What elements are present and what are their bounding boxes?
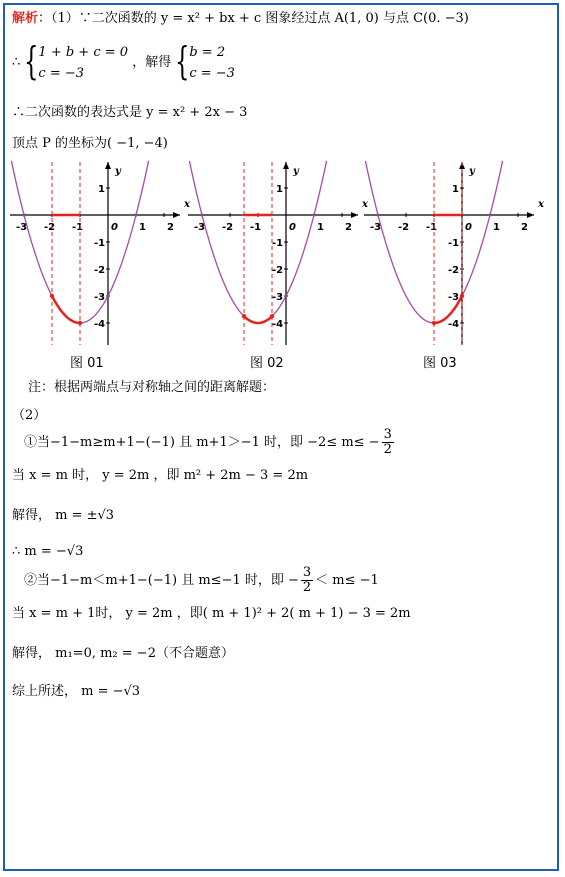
y-arrow-icon: [105, 162, 111, 169]
sys1-eq2: c = −3: [38, 66, 85, 81]
y-tick-label: -3: [272, 292, 284, 303]
system-1: [24, 39, 129, 84]
case2-num: 3: [302, 565, 312, 580]
endpoint-dot: [432, 321, 436, 325]
therefore-symbol: ∴: [12, 55, 21, 70]
case2-fraction: [301, 566, 313, 595]
case1-solve-line: 解得， m = ±√3: [12, 508, 115, 523]
y-tick-label: -2: [94, 265, 106, 276]
y-axis-label: y: [293, 166, 299, 177]
x-tick-label: -1: [426, 222, 438, 233]
part2-label: （2）: [12, 408, 47, 423]
x-arrow-icon: [351, 212, 358, 218]
x-tick-label: 1: [139, 222, 146, 233]
case1-num: 3: [383, 427, 392, 442]
y-tick-label: 1: [98, 184, 105, 195]
graph-01: [8, 160, 188, 350]
y-tick-label: -1: [94, 238, 106, 249]
case2-den: 2: [302, 580, 312, 595]
highlighted-arc: [244, 316, 272, 323]
y-tick-label: 1: [452, 184, 459, 195]
x-tick-label: 0: [111, 222, 118, 233]
system-line: [12, 39, 235, 83]
y-tick-label: -2: [272, 265, 284, 276]
y-tick-label: -1: [272, 238, 284, 249]
endpoint-dot: [270, 314, 274, 318]
caption-02: 图 02: [250, 356, 284, 371]
x-tick-label: -3: [16, 222, 28, 233]
sys2-eq1: b = 2: [189, 45, 226, 60]
y-tick-label: 1: [276, 184, 283, 195]
system-2: [175, 39, 235, 84]
analysis-line-1: [12, 10, 469, 28]
x-tick-label: -2: [398, 222, 410, 233]
endpoint-dot: [50, 294, 54, 298]
x-tick-label: -3: [194, 222, 206, 233]
case2-text: ②当−1−m＜m+1−(−1) 且 m≤−1 时，即 −: [24, 573, 299, 588]
graph-03: [362, 160, 542, 350]
left-brace-icon: {: [24, 39, 39, 83]
caption-01: 图 01: [70, 356, 104, 371]
x-tick-label: 2: [521, 222, 528, 233]
case1-den: 2: [383, 442, 392, 457]
caption-03: 图 03: [423, 356, 457, 371]
case2-solve-line: 解得， m₁=0, m₂ = −2（不合题意）: [12, 646, 234, 661]
parabola-curve: [189, 161, 326, 323]
y-tick-label: -1: [448, 238, 460, 249]
x-tick-label: 2: [167, 222, 174, 233]
case1-result-line: ∴ m = −√3: [12, 544, 84, 559]
y-tick-label: -4: [272, 319, 284, 330]
highlighted-arc: [52, 296, 80, 323]
x-tick-label: 0: [465, 222, 472, 233]
case1-eq-line: 当 x = m 时， y = 2m ，即 m² + 2m − 3 = 2m: [12, 468, 309, 483]
case2-eq-line: 当 x = m + 1时， y = 2m ，即( m + 1)² + 2( m + 1) − 3 = 2m: [12, 606, 411, 621]
x-tick-label: -2: [222, 222, 234, 233]
x-arrow-icon: [527, 212, 534, 218]
endpoint-dot: [242, 314, 246, 318]
x-axis-label: x: [362, 199, 368, 210]
case2-post: ＜ m≤ −1: [315, 573, 379, 588]
conclusion-line: 综上所述， m = −√3: [12, 684, 141, 699]
sys2-eq2: c = −3: [189, 66, 235, 81]
x-tick-label: 1: [493, 222, 500, 233]
sys1-eq1: 1 + b + c = 0: [38, 45, 129, 60]
x-tick-label: -1: [72, 222, 84, 233]
endpoint-dot: [78, 321, 82, 325]
vertex-line: 顶点 P 的坐标为( −1, −4): [12, 136, 168, 151]
note-line: 注：根据两端点与对称轴之间的距离解题：: [28, 380, 276, 395]
line1-text: ：（1）∵二次函数的 y = x² + bx + c 图象经过点 A(1, 0) 与点 C(0. −3): [38, 11, 469, 26]
y-arrow-icon: [283, 162, 289, 169]
x-tick-label: 2: [345, 222, 352, 233]
y-axis-label: y: [115, 166, 121, 177]
left-brace-icon: {: [175, 39, 190, 83]
endpoint-dot: [460, 294, 464, 298]
case1-line: [24, 428, 396, 458]
graph-02: [186, 160, 366, 350]
x-tick-label: 0: [289, 222, 296, 233]
expression-line: ∴二次函数的表达式是 y = x² + 2x − 3: [12, 105, 248, 120]
x-tick-label: -3: [370, 222, 382, 233]
case2-line: [24, 566, 379, 596]
x-tick-label: -2: [44, 222, 56, 233]
y-tick-label: -3: [448, 292, 460, 303]
y-tick-label: -4: [94, 319, 106, 330]
case1-fraction: [382, 428, 394, 457]
y-axis-label: y: [469, 166, 475, 177]
x-tick-label: -1: [250, 222, 262, 233]
x-axis-label: x: [538, 199, 544, 210]
analysis-label: 解析: [12, 11, 39, 26]
x-arrow-icon: [173, 212, 180, 218]
y-tick-label: -4: [448, 319, 460, 330]
y-tick-label: -2: [448, 265, 460, 276]
x-tick-label: 1: [317, 222, 324, 233]
y-tick-label: -3: [94, 292, 106, 303]
x-axis-label: x: [184, 199, 190, 210]
solve-text: ，解得: [132, 55, 172, 70]
case1-text: ①当−1−m≥m+1−(−1) 且 m+1＞−1 时，即 −2≤ m≤ −: [24, 435, 380, 450]
